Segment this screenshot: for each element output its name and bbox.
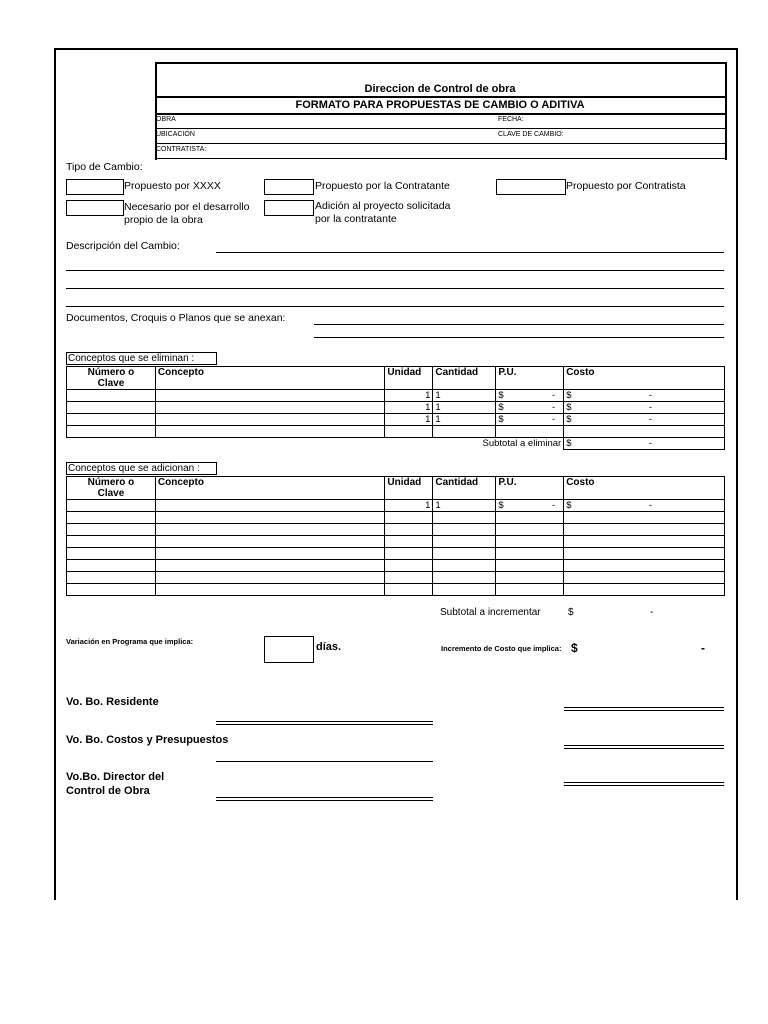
table-row (67, 560, 725, 572)
option-propuesto-contratante: Propuesto por la Contratante (315, 180, 450, 192)
signature-line[interactable] (564, 782, 724, 786)
checkbox-adicion-proyecto[interactable] (264, 200, 314, 216)
documentos-line[interactable] (314, 324, 724, 325)
table-row (67, 548, 725, 560)
col-costo: Costo (564, 367, 725, 390)
checkbox-necesario-desarrollo[interactable] (66, 200, 124, 216)
checkbox-propuesto-contratante[interactable] (264, 179, 314, 195)
signature-line[interactable] (216, 761, 433, 762)
variacion-label: Variación en Programa que implica: (66, 637, 194, 646)
header-divider-2 (155, 113, 725, 115)
option-propuesto-contratista: Propuesto por Contratista (566, 180, 686, 192)
header-row-line (155, 158, 725, 159)
documentos-label: Documentos, Croquis o Planos que se anexan: (66, 312, 286, 324)
table-row (67, 584, 725, 596)
col-numero: Número o Clave (67, 367, 156, 390)
descripcion-line[interactable] (66, 306, 724, 307)
subtotal-incrementar-label: Subtotal a incrementar (440, 607, 541, 618)
col-concepto: Concepto (155, 477, 385, 500)
obra-label: OBRA (156, 116, 176, 123)
table-row (67, 536, 725, 548)
page-frame-left (54, 48, 56, 900)
documentos-line[interactable] (314, 337, 724, 338)
col-costo: Costo (564, 477, 725, 500)
signature-line[interactable] (216, 797, 433, 801)
header-divider (155, 96, 725, 98)
descripcion-line[interactable] (66, 270, 724, 271)
descripcion-label: Descripción del Cambio: (66, 240, 180, 252)
descripcion-line[interactable] (66, 288, 724, 289)
header-row-line (155, 143, 725, 144)
subtotal-row: Subtotal a eliminar $ - (67, 438, 725, 450)
incremento-value: - (701, 641, 705, 655)
option-propuesto-xxxx: Propuesto por XXXX (124, 180, 221, 192)
subtotal-incrementar-sym: $ (568, 607, 574, 618)
vobo-costos-label: Vo. Bo. Costos y Presupuestos (66, 734, 229, 746)
eliminan-caption: Conceptos que se eliminan : (66, 352, 217, 365)
checkbox-propuesto-contratista[interactable] (496, 179, 566, 195)
table-row: 1 1 $ - $ - (67, 500, 725, 512)
table-row: 1 1 $ - $ - (67, 390, 725, 402)
clave-cambio-label: CLAVE DE CAMBIO: (498, 131, 564, 138)
col-pu: P.U. (496, 367, 564, 390)
tipo-cambio-label: Tipo de Cambio: (66, 161, 143, 173)
adicionan-caption: Conceptos que se adicionan : (66, 462, 217, 475)
table-row: 1 1 $ - $ - (67, 414, 725, 426)
signature-line[interactable] (564, 707, 724, 711)
fecha-label: FECHA: (498, 116, 524, 123)
col-numero: Número o Clave (67, 477, 156, 500)
vobo-director-label: Vo.Bo. Director del Control de Obra (66, 771, 165, 797)
subtotal-incrementar-value: - (650, 607, 654, 618)
signature-line[interactable] (564, 745, 724, 749)
col-pu: P.U. (496, 477, 564, 500)
header-box (155, 62, 727, 160)
option-adicion-l1: Adición al proyecto solicitada (315, 200, 451, 212)
option-necesario-l2: propio de la obra (124, 214, 203, 226)
eliminan-table (66, 366, 725, 450)
form-title: Direccion de Control de obra (364, 83, 516, 95)
col-cantidad: Cantidad (433, 367, 496, 390)
page-frame-top (54, 48, 738, 50)
table-row (67, 572, 725, 584)
adicionan-table (66, 476, 725, 596)
table-row (67, 524, 725, 536)
signature-line[interactable] (216, 721, 433, 725)
dias-label: días. (316, 641, 342, 653)
option-necesario-l1: Necesario por el desarrollo (124, 201, 250, 213)
subtotal-eliminar-label: Subtotal a eliminar (433, 438, 564, 450)
table-row: 1 1 $ - $ - (67, 402, 725, 414)
incremento-sym: $ (571, 641, 578, 655)
dias-input[interactable] (264, 636, 314, 663)
col-unidad: Unidad (385, 477, 433, 500)
page-frame-right (736, 48, 738, 900)
col-concepto: Concepto (155, 367, 385, 390)
header-row-line (155, 128, 725, 129)
vobo-residente-label: Vo. Bo. Residente (66, 696, 159, 708)
col-cantidad: Cantidad (433, 477, 496, 500)
descripcion-line[interactable] (216, 252, 724, 253)
table-row (67, 426, 725, 438)
form-subtitle: FORMATO PARA PROPUESTAS DE CAMBIO O ADITIVA (295, 99, 585, 111)
incremento-label: Incremento de Costo que implica: (441, 644, 562, 653)
ubicacion-label: UBICACIÓN (156, 131, 195, 138)
col-unidad: Unidad (385, 367, 433, 390)
table-row (67, 512, 725, 524)
option-adicion-l2: por la contratante (315, 213, 397, 225)
contratista-label: CONTRATISTA: (156, 146, 207, 153)
checkbox-propuesto-xxxx[interactable] (66, 179, 124, 195)
